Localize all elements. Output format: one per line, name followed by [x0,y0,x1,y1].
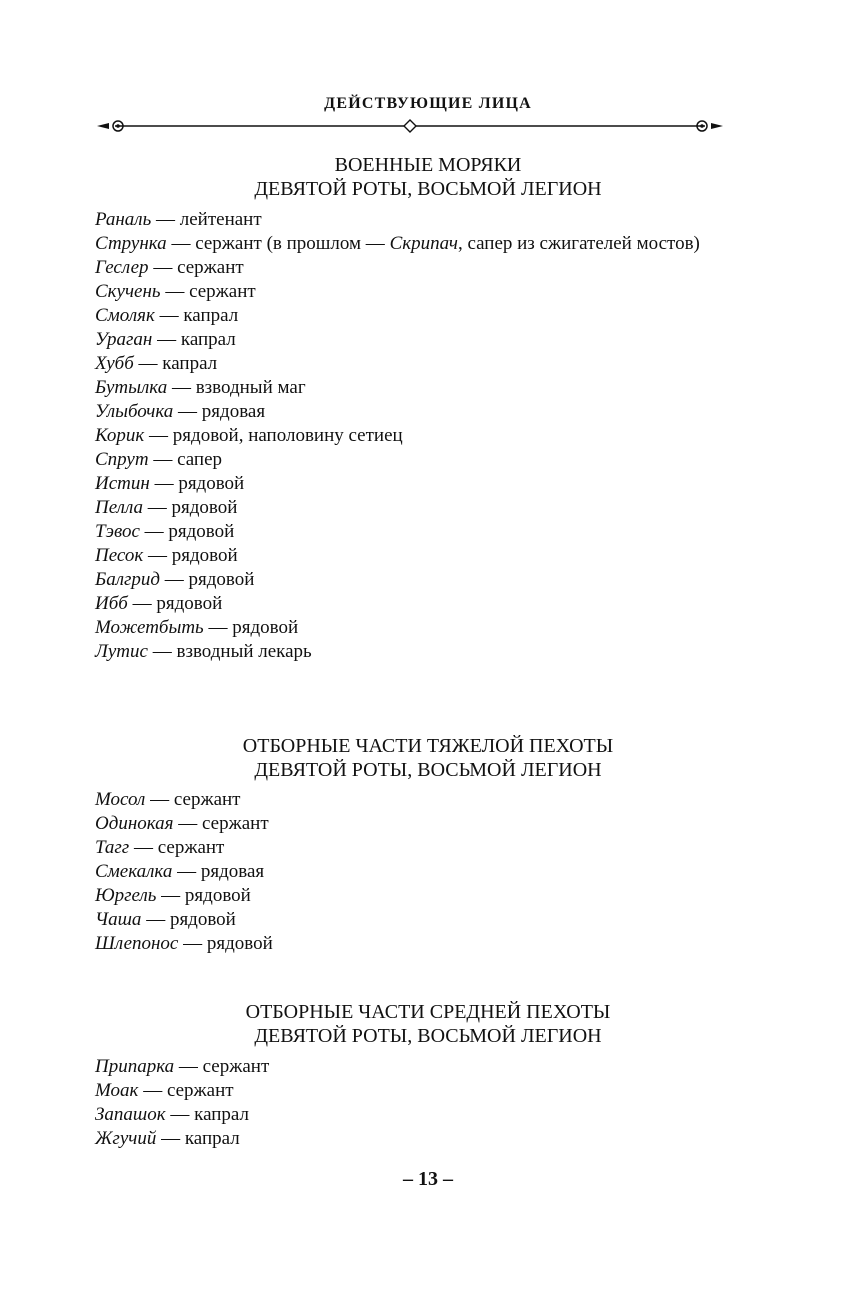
section-title-line: ОТБОРНЫЕ ЧАСТИ СРЕДНЕЙ ПЕХОТЫ [245,1001,611,1023]
character-role: — сержант (в прошлом — [166,233,390,254]
character-role: — сержант [173,813,269,834]
character-role: — сержант [160,281,256,302]
character-name: Спрут [95,449,149,470]
character-role: — рядовой [203,617,299,638]
list-item [95,208,735,232]
character-name: Тагг [95,837,130,858]
list-item [95,1103,735,1127]
character-role: — сержант [138,1080,234,1101]
character-role: — рядовой, наполовину сетиец [144,425,403,446]
character-name: Скрипач [389,233,458,254]
character-name: Истин [95,473,150,494]
character-name: Песок [95,545,144,566]
character-name: Пелла [95,497,143,518]
character-name: Ибб [95,593,128,614]
character-name: Скучень [95,281,161,302]
list-item [95,376,735,400]
character-role: — сержант [145,789,241,810]
character-role: — рядовой [156,885,251,906]
character-role: — рядовой [143,545,238,566]
character-role: — рядовая [173,401,266,422]
character-name: Одинокая [95,813,174,834]
character-name: Моак [95,1080,139,1101]
character-role: — рядовой [160,569,255,590]
character-role: — лейтенант [151,209,262,230]
character-name: Раналь [95,209,152,230]
list-item [95,352,735,376]
character-name: Корик [95,425,145,446]
cast-list [95,788,735,956]
ornament-rule-icon [95,114,725,138]
list-item [95,812,735,836]
list-item [95,544,735,568]
list-item [95,304,735,328]
list-item [95,592,735,616]
cast-list [95,1055,735,1151]
character-name: Балгрид [95,569,161,590]
character-role: — сержант [129,837,225,858]
list-item [95,640,735,664]
character-role: — рядовой [141,909,236,930]
list-item [95,1055,735,1079]
character-name: Смоляк [95,305,155,326]
character-role: — капрал [165,1104,250,1125]
character-role: — сержант [174,1056,270,1077]
page-number: – 13 – [403,1168,453,1190]
character-name: Лутис [95,641,148,662]
list-item [95,448,735,472]
list-item [95,472,735,496]
list-item [95,496,735,520]
character-role: — капрал [152,329,236,350]
character-role: — рядовой [127,593,223,614]
section-title-line: ОТБОРНЫЕ ЧАСТИ ТЯЖЕЛОЙ ПЕХОТЫ [242,735,614,757]
running-head: ДЕЙСТВУЮЩИЕ ЛИЦА [324,95,532,112]
character-role: , сапер из сжигателей мостов) [457,233,700,254]
list-item [95,836,735,860]
character-name: Улыбочка [95,401,174,422]
character-role: — взводный маг [167,377,306,398]
list-item [95,1127,735,1151]
character-name: Шлепонос [95,933,179,954]
list-item [95,788,735,812]
character-name: Жгучий [95,1128,157,1149]
section-title-line: ДЕВЯТОЙ РОТЫ, ВОСЬМОЙ ЛЕГИОН [254,178,602,200]
section-title [0,734,856,782]
section-title-line: ВОЕННЫЕ МОРЯКИ [334,154,522,176]
character-role: — рядовой [178,933,273,954]
character-name: Мосол [95,789,146,810]
character-name: Тэвос [95,521,140,542]
list-item [95,1079,735,1103]
character-name: Смекалка [95,861,173,882]
character-name: Струнка [95,233,167,254]
character-name: Юргель [95,885,157,906]
list-item [95,568,735,592]
character-role: — капрал [156,1128,240,1149]
list-item [95,520,735,544]
section-title-line: ДЕВЯТОЙ РОТЫ, ВОСЬМОЙ ЛЕГИОН [254,759,602,781]
list-item [95,932,735,956]
list-item [95,232,735,256]
character-name: Бутылка [95,377,168,398]
character-role: — рядовой [149,473,245,494]
character-name: Можетбыть [95,617,204,638]
character-role: — рядовой [142,497,238,518]
character-role: — капрал [133,353,218,374]
character-role: — рядовой [139,521,235,542]
list-item [95,400,735,424]
character-role: — сапер [148,449,223,470]
character-name: Хубб [95,353,134,374]
list-item [95,860,735,884]
list-item [95,908,735,932]
section-title [0,153,856,201]
character-role: — сержант [148,257,244,278]
character-name: Геслер [95,257,149,278]
character-name: Чаша [95,909,142,930]
list-item [95,256,735,280]
cast-list [95,208,735,664]
character-name: Запашок [95,1104,166,1125]
list-item [95,328,735,352]
character-name: Припарка [95,1056,175,1077]
section-title-line: ДЕВЯТОЙ РОТЫ, ВОСЬМОЙ ЛЕГИОН [254,1025,602,1047]
list-item [95,280,735,304]
list-item [95,424,735,448]
section-title [0,1000,856,1048]
character-role: — рядовая [172,861,265,882]
character-name: Ураган [95,329,153,350]
character-role: — капрал [154,305,239,326]
list-item [95,884,735,908]
character-role: — взводный лекарь [147,641,312,662]
list-item [95,616,735,640]
